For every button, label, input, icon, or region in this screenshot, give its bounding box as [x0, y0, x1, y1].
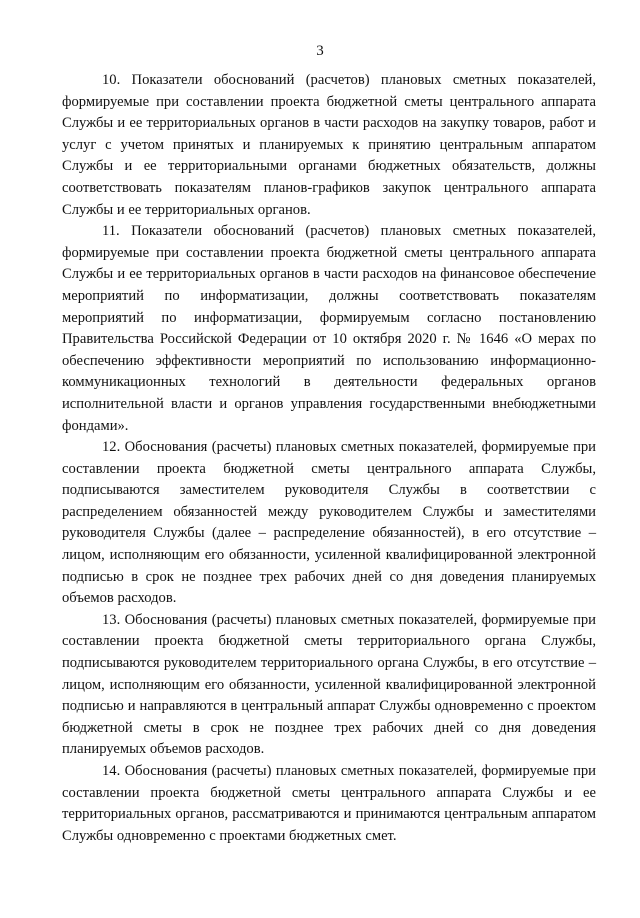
- paragraph-13: 13. Обоснования (расчеты) плановых сметных показателей, формируемые при составлении проекта бюджетной сметы территориального органа Службы, подписываются руководителем территориального органа Службы, в его отсутствие – лицом, исполняющим его обязанности, усиленной квалифицированной электронной подписью и направляются в центральный аппарат Службы одновременно с проектом бюджетной сметы в срок не позднее трех рабочих дней со дня доведения планируемых объемов расходов.: [62, 611, 596, 758]
- paragraph-14: 14. Обоснования (расчеты) плановых сметных показателей, формируемые при составлении проекта бюджетной сметы центрального аппарата Службы и ее территориальных органов, рассматриваются и принимаются центральным аппаратом Службы одновременно с проектами бюджетных смет.: [62, 763, 596, 844]
- paragraph-12: 12. Обоснования (расчеты) плановых сметных показателей, формируемые при составлении проекта бюджетной сметы центрального аппарата Службы, подписываются заместителем руководителя Службы в соответствии с распределением обязанностей между руководителем Службы и заместителями руководителя Службы (далее – распределение обязанностей), в его отсутствие – лицом, исполняющим его обязанности, усиленной квалифицированной электронной подписью в срок не позднее трех рабочих дней со дня доведения планируемых объемов расходов.: [62, 439, 596, 607]
- paragraph-10: 10. Показатели обоснований (расчетов) плановых сметных показателей, формируемые при составлении проекта бюджетной сметы центрального аппарата Службы и ее территориальных органов в части расходов на закупку товаров, работ и услуг с учетом принятых и планируемых к принятию центральным аппаратом Службы и ее территориальными органами бюджетных обязательств, должны соответствовать показателям планов-графиков закупок центрального аппарата Службы и ее территориальных органов.: [62, 72, 596, 218]
- page-number: 3: [316, 43, 324, 59]
- paragraph-11: 11. Показатели обоснований (расчетов) плановых сметных показателей, формируемые при составлении проекта бюджетной сметы центрального аппарата Службы и ее территориальных органов в части расходов на финансовое обеспечение мероприятий по информатизации, должны соответствовать показателям мероприятий по информатизации, формируемым согласно постановлению Правительства Российской Федерации от 10 октября 2020 г. № 1646 «О мерах по обеспечению эффективности мероприятий по использованию информационно-коммуникационных технологий в деятельности федеральных органов исполнительной власти и органов управления государственными внебюджетными фондами».: [62, 223, 596, 434]
- document-body: [62, 70, 596, 847]
